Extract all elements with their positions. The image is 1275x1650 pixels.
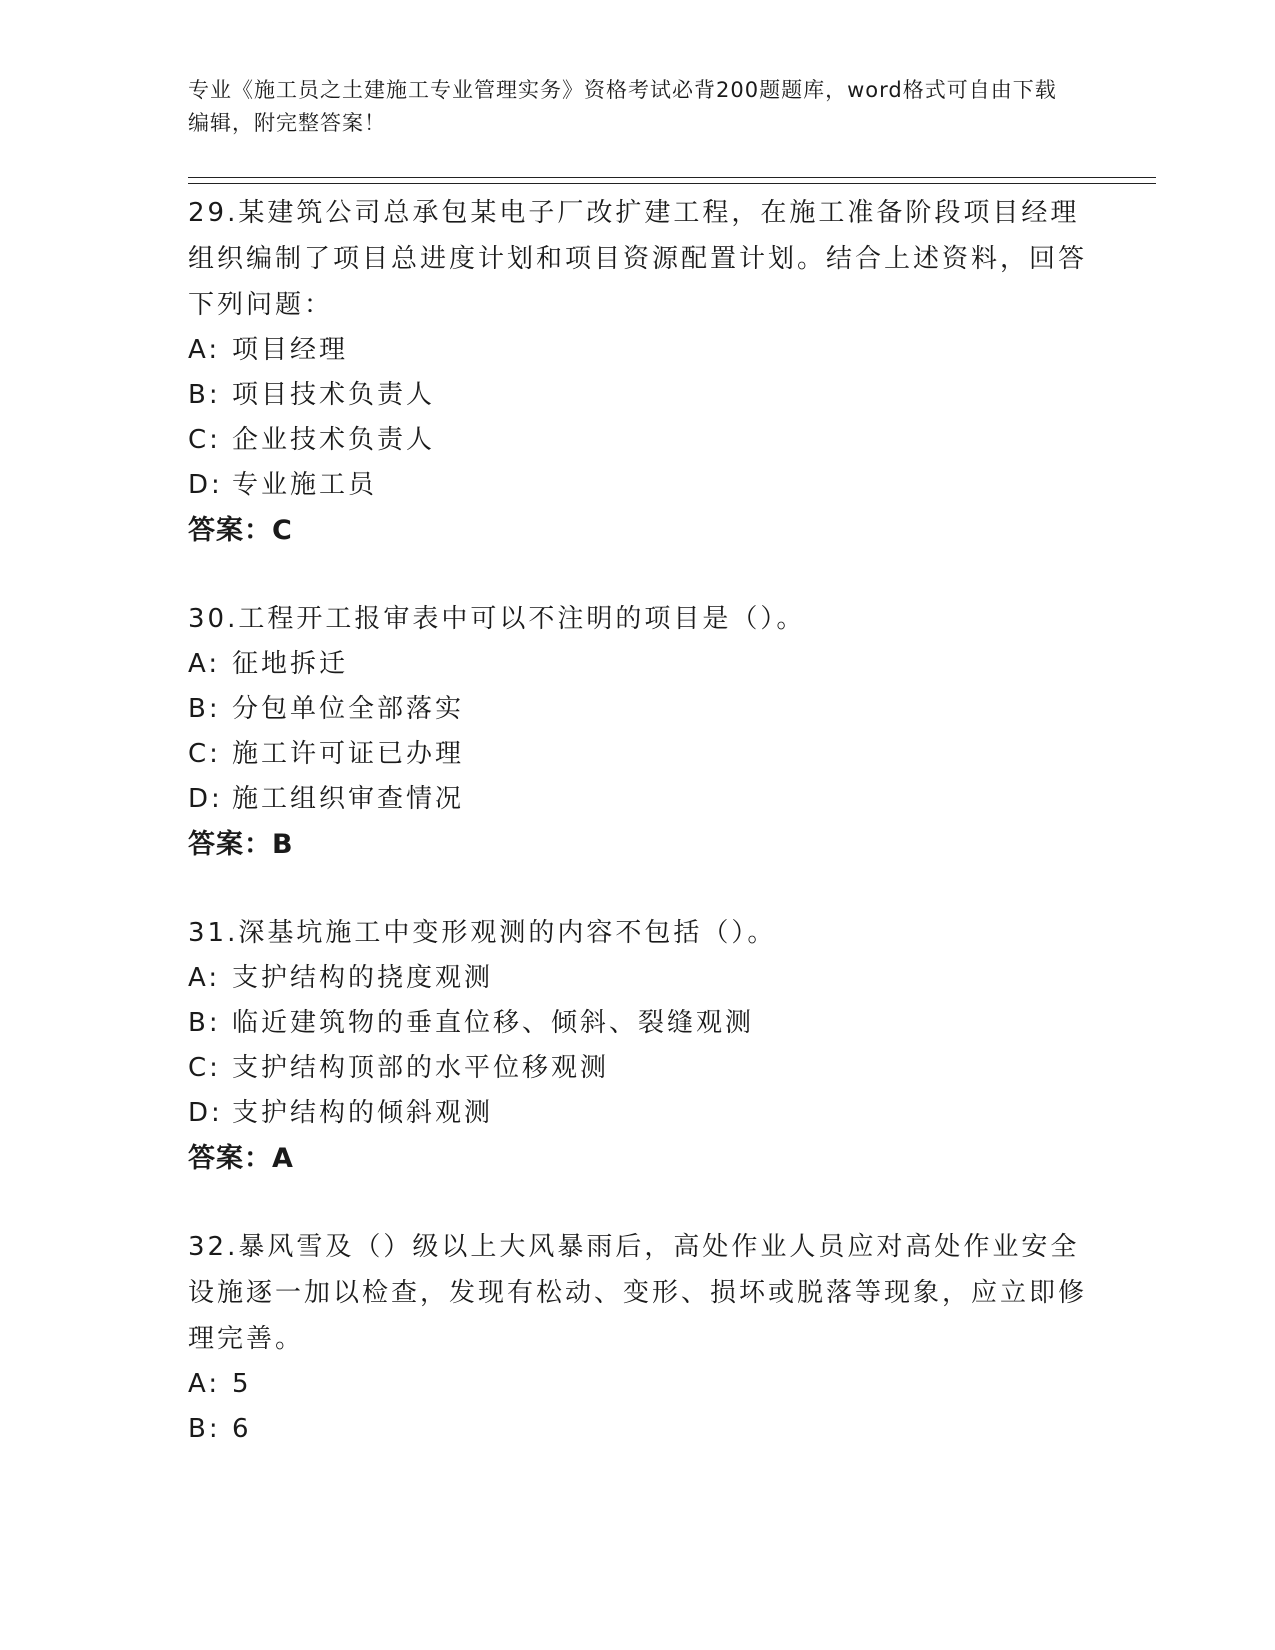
option-c [188, 1046, 1088, 1091]
option-b [188, 373, 1088, 418]
question-text: 31.深基坑施工中变形观测的内容不包括（）。 [188, 918, 777, 948]
option-letter: A: [188, 335, 221, 365]
option-a [188, 328, 1088, 373]
option-b [188, 1001, 1088, 1046]
option-a [188, 642, 1088, 687]
option-d [188, 777, 1088, 822]
option-letter: C: [188, 739, 221, 769]
option-letter: B: [188, 380, 221, 410]
option-letter: D: [188, 784, 223, 814]
option-a [188, 1362, 1088, 1407]
option-text: 征地拆迁 [232, 649, 349, 679]
option-text: 6 [232, 1414, 252, 1444]
answer-line: 答案：B [188, 829, 294, 860]
option-b [188, 687, 1088, 732]
option-d [188, 1091, 1088, 1136]
option-letter: C: [188, 1053, 221, 1083]
option-d [188, 463, 1088, 508]
option-letter: B: [188, 1414, 221, 1444]
option-text: 项目经理 [232, 335, 349, 365]
option-text: 5 [232, 1369, 252, 1399]
option-text: 施工许可证已办理 [232, 739, 465, 769]
option-letter: A: [188, 649, 221, 679]
question-29 [188, 190, 1088, 554]
option-text: 施工组织审查情况 [232, 784, 465, 814]
answer-line: 答案：A [188, 1143, 294, 1174]
option-text: 专业施工员 [232, 470, 378, 500]
option-letter: C: [188, 425, 221, 455]
question-list [188, 190, 1088, 1494]
option-letter: A: [188, 1369, 221, 1399]
option-letter: B: [188, 694, 221, 724]
answer-line: 答案：C [188, 515, 293, 546]
option-text: 支护结构的倾斜观测 [232, 1098, 494, 1128]
option-c [188, 418, 1088, 463]
option-c [188, 732, 1088, 777]
option-text: 支护结构顶部的水平位移观测 [232, 1053, 610, 1083]
option-a [188, 956, 1088, 1001]
question-32 [188, 1224, 1088, 1452]
option-text: 临近建筑物的垂直位移、倾斜、裂缝观测 [232, 1008, 755, 1038]
option-text: 项目技术负责人 [232, 380, 436, 410]
option-letter: D: [188, 470, 223, 500]
header-divider-bottom [188, 183, 1156, 184]
option-text: 分包单位全部落实 [232, 694, 465, 724]
question-text: 29.某建筑公司总承包某电子厂改扩建工程，在施工准备阶段项目经理组织编制了项目总进度计划和项目资源配置计划。结合上述资料，回答下列问题： [188, 198, 1088, 320]
question-text: 30.工程开工报审表中可以不注明的项目是（）。 [188, 604, 806, 634]
option-text: 企业技术负责人 [232, 425, 436, 455]
option-b [188, 1407, 1088, 1452]
header-divider-top [188, 177, 1156, 178]
option-letter: A: [188, 963, 221, 993]
option-text: 支护结构的挠度观测 [232, 963, 494, 993]
option-letter: B: [188, 1008, 221, 1038]
option-letter: D: [188, 1098, 223, 1128]
question-30 [188, 596, 1088, 868]
question-text: 32.暴风雪及（）级以上大风暴雨后，高处作业人员应对高处作业安全设施逐一加以检查，发现有松动、变形、损坏或脱落等现象，应立即修理完善。 [188, 1232, 1088, 1354]
question-31 [188, 910, 1088, 1182]
document-header: 专业《施工员之土建施工专业管理实务》资格考试必背200题题库，word格式可自由下载编辑，附完整答案！ [188, 78, 1057, 135]
